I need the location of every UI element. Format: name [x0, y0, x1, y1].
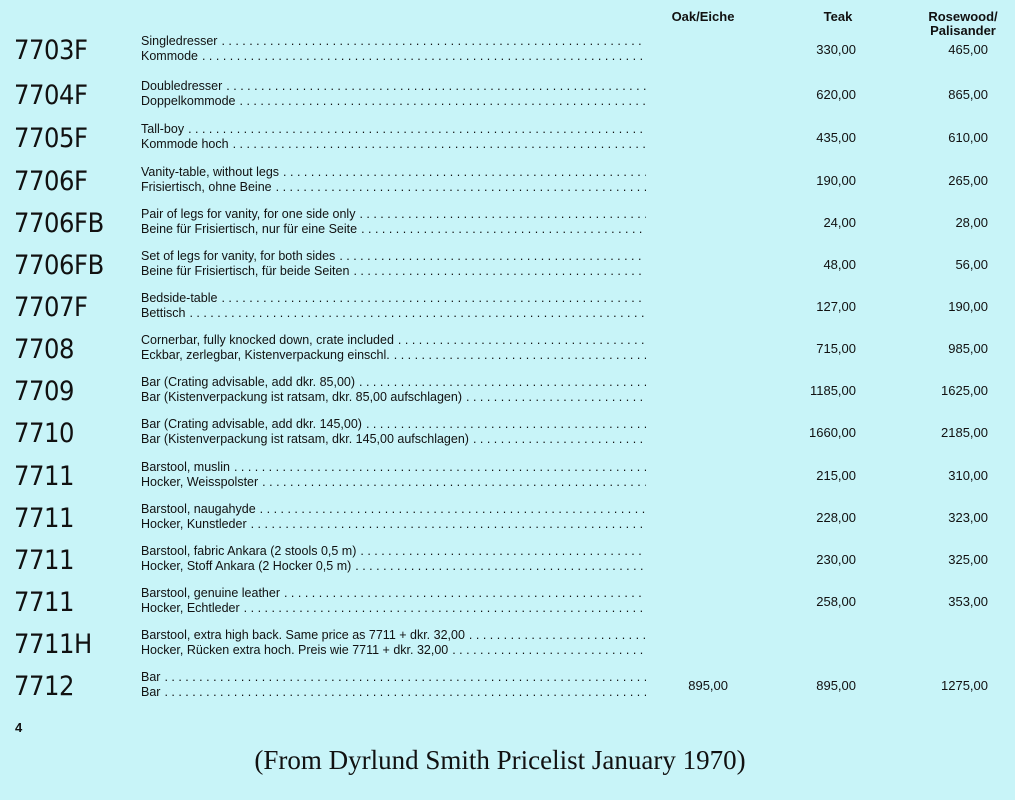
table-row — [0, 458, 1015, 500]
description-english — [141, 291, 646, 306]
description-german-text: Hocker, Weisspolster — [141, 475, 262, 490]
article-code: 7706FB — [14, 250, 104, 281]
description-german-text: Beine für Frisiertisch, für beide Seiten — [141, 264, 353, 279]
article-code: 7703F — [14, 35, 88, 66]
description-german-text: Hocker, Echtleder — [141, 601, 244, 616]
description-english-text: Bar (Crating advisable, add dkr. 145,00) — [141, 417, 366, 432]
description-english-text: Bar — [141, 670, 164, 685]
description-german — [141, 559, 646, 574]
price-teak: 230,00 — [816, 552, 856, 567]
column-header-teak: Teak — [823, 9, 853, 24]
price-teak: 1660,00 — [809, 425, 856, 440]
price-teak: 127,00 — [816, 299, 856, 314]
description-english — [141, 79, 646, 94]
description-german — [141, 348, 646, 363]
article-code: 7711 — [14, 545, 75, 576]
description-english — [141, 34, 646, 49]
table-row — [0, 500, 1015, 542]
description-german-text: Hocker, Stoff Ankara (2 Hocker 0,5 m) — [141, 559, 355, 574]
description-english — [141, 207, 646, 222]
description-english-text: Set of legs for vanity, for both sides — [141, 249, 339, 264]
article-code: 7706FB — [14, 208, 104, 239]
description-english-text: Bedside-table — [141, 291, 221, 306]
description-english — [141, 502, 646, 517]
price-teak: 215,00 — [816, 468, 856, 483]
price-rosewood: 310,00 — [948, 468, 988, 483]
description-english — [141, 586, 646, 601]
price-rosewood: 265,00 — [948, 173, 988, 188]
description-german-text: Eckbar, zerlegbar, Kistenverpackung einschl. — [141, 348, 394, 363]
price-rosewood: 323,00 — [948, 510, 988, 525]
description-german — [141, 180, 646, 195]
table-row — [0, 542, 1015, 584]
description-german-text: Bar (Kistenverpackung ist ratsam, dkr. 145,00 aufschlagen) — [141, 432, 473, 447]
table-row — [0, 668, 1015, 710]
description-english — [141, 544, 646, 559]
page-number: 4 — [15, 720, 23, 735]
table-row — [0, 120, 1015, 162]
table-row — [0, 247, 1015, 289]
description-german — [141, 390, 646, 405]
description-english-text: Singledresser — [141, 34, 221, 49]
column-header-rosewood-line1: Rosewood/ — [928, 9, 998, 24]
description-german-text: Kommode hoch — [141, 137, 233, 152]
description-english-text: Barstool, muslin — [141, 460, 234, 475]
description-english-text: Vanity-table, without legs — [141, 165, 283, 180]
article-code: 7706F — [14, 166, 88, 197]
price-rosewood: 56,00 — [955, 257, 988, 272]
description-german — [141, 49, 646, 64]
description-german — [141, 517, 646, 532]
description-english — [141, 375, 646, 390]
table-row — [0, 77, 1015, 119]
price-teak: 24,00 — [823, 215, 856, 230]
description-german — [141, 94, 646, 109]
article-code: 7705F — [14, 123, 88, 154]
price-teak: 895,00 — [816, 678, 856, 693]
description-english-text: Bar (Crating advisable, add dkr. 85,00) — [141, 375, 359, 390]
description-english — [141, 460, 646, 475]
description-german-text: Bar (Kistenverpackung ist ratsam, dkr. 85,00 aufschlagen) — [141, 390, 466, 405]
description-german — [141, 432, 646, 447]
article-code: 7711 — [14, 461, 75, 492]
description-english-text: Doubledresser — [141, 79, 226, 94]
column-header-rosewood-line2: Palisander — [930, 23, 996, 38]
description-german-text: Frisiertisch, ohne Beine — [141, 180, 276, 195]
price-teak: 330,00 — [816, 42, 856, 57]
price-teak: 1185,00 — [809, 383, 856, 398]
price-rosewood: 353,00 — [948, 594, 988, 609]
article-code: 7711H — [14, 629, 92, 660]
description-german — [141, 264, 646, 279]
description-german — [141, 222, 646, 237]
description-english — [141, 417, 646, 432]
price-teak: 190,00 — [816, 173, 856, 188]
description-german-text: Hocker, Kunstleder — [141, 517, 251, 532]
description-german-text: Bar — [141, 685, 164, 700]
description-english-text: Barstool, naugahyde — [141, 502, 260, 517]
article-code: 7712 — [14, 671, 75, 702]
description-english-text: Barstool, extra high back. Same price as 7711 + dkr. 32,00 — [141, 628, 469, 643]
price-rosewood: 28,00 — [955, 215, 988, 230]
description-german-text: Beine für Frisiertisch, nur für eine Seite — [141, 222, 361, 237]
table-row — [0, 373, 1015, 415]
description-english-text: Pair of legs for vanity, for one side only — [141, 207, 359, 222]
price-teak: 620,00 — [816, 87, 856, 102]
price-teak: 715,00 — [816, 341, 856, 356]
description-english — [141, 249, 646, 264]
article-code: 7707F — [14, 292, 88, 323]
article-code: 7710 — [14, 418, 75, 449]
article-code: 7704F — [14, 80, 88, 111]
price-rosewood: 465,00 — [948, 42, 988, 57]
table-row — [0, 289, 1015, 331]
price-teak: 435,00 — [816, 130, 856, 145]
description-german-text: Hocker, Rücken extra hoch. Preis wie 7711 + dkr. 32,00 — [141, 643, 452, 658]
description-english — [141, 628, 646, 643]
article-code: 7711 — [14, 503, 75, 534]
description-english — [141, 333, 646, 348]
table-row — [0, 32, 1015, 74]
price-teak: 258,00 — [816, 594, 856, 609]
description-german-text: Doppelkommode — [141, 94, 240, 109]
table-row — [0, 205, 1015, 247]
caption: (From Dyrlund Smith Pricelist January 1970) — [254, 745, 746, 775]
description-english — [141, 670, 646, 685]
description-german — [141, 685, 646, 700]
price-rosewood: 1625,00 — [941, 383, 988, 398]
article-code: 7709 — [14, 376, 75, 407]
article-code: 7708 — [14, 334, 75, 365]
description-english — [141, 122, 646, 137]
table-row — [0, 584, 1015, 626]
description-english-text: Tall-boy — [141, 122, 188, 137]
price-oak: 895,00 — [688, 678, 728, 693]
description-german — [141, 643, 646, 658]
description-english-text: Barstool, fabric Ankara (2 stools 0,5 m) — [141, 544, 360, 559]
description-german — [141, 601, 646, 616]
price-teak: 48,00 — [823, 257, 856, 272]
price-rosewood: 985,00 — [948, 341, 988, 356]
price-rosewood: 865,00 — [948, 87, 988, 102]
description-german — [141, 306, 646, 321]
description-german — [141, 475, 646, 490]
description-german-text: Kommode — [141, 49, 202, 64]
table-row — [0, 163, 1015, 205]
price-teak: 228,00 — [816, 510, 856, 525]
article-code: 7711 — [14, 587, 75, 618]
table-row — [0, 626, 1015, 668]
description-german — [141, 137, 646, 152]
description-german-text: Bettisch — [141, 306, 189, 321]
price-rosewood: 190,00 — [948, 299, 988, 314]
table-row — [0, 415, 1015, 457]
price-rosewood: 2185,00 — [941, 425, 988, 440]
description-english — [141, 165, 646, 180]
price-rosewood: 1275,00 — [941, 678, 988, 693]
price-rosewood: 610,00 — [948, 130, 988, 145]
column-header-oak: Oak/Eiche — [671, 9, 735, 24]
description-english-text: Cornerbar, fully knocked down, crate included — [141, 333, 398, 348]
price-rosewood: 325,00 — [948, 552, 988, 567]
table-row — [0, 331, 1015, 373]
description-english-text: Barstool, genuine leather — [141, 586, 284, 601]
